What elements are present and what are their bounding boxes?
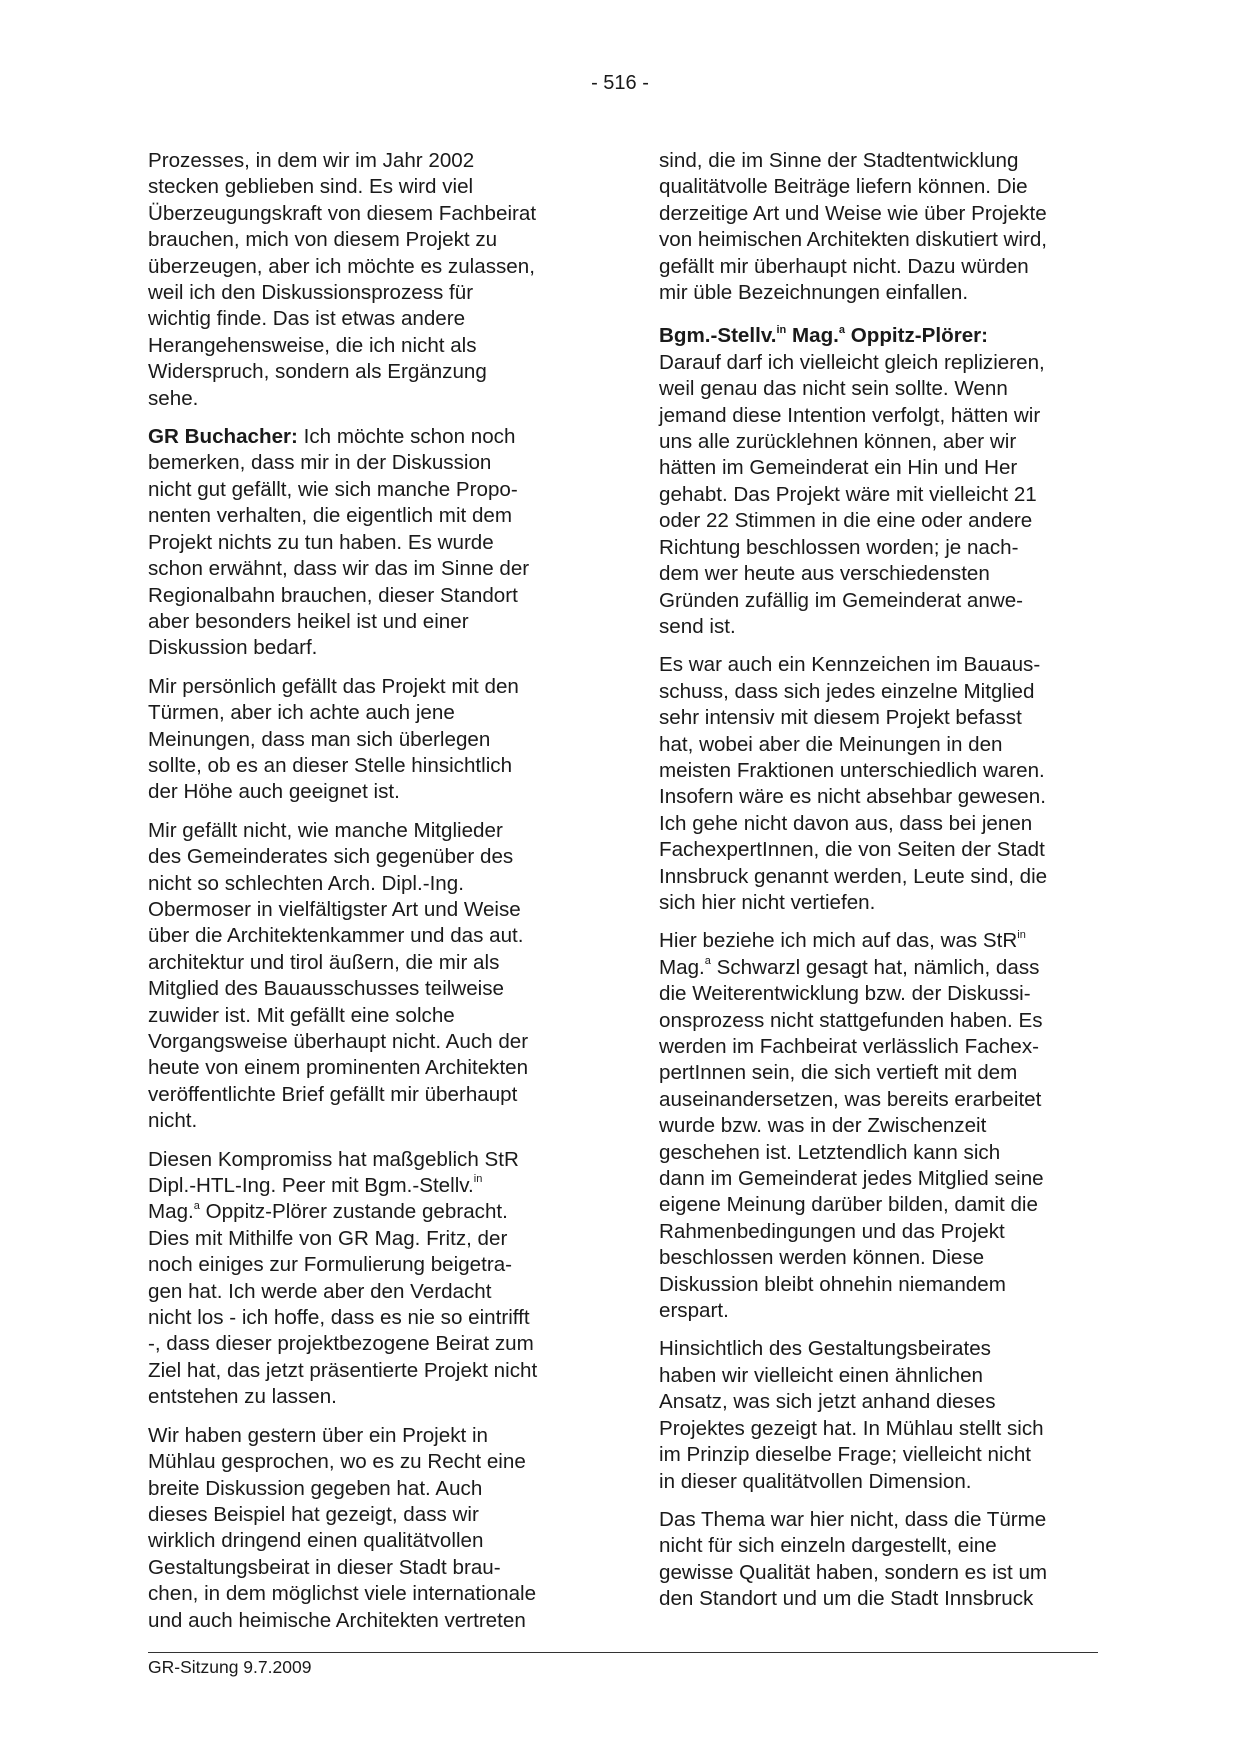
text-line: Regionalbahn brauchen, dieser Standort: [148, 583, 518, 607]
text-line: chen, in dem möglichst viele internationale: [148, 1582, 537, 1606]
text-line: weil genau das nicht sein sollte. Wenn: [659, 377, 1008, 401]
text-fragment: Mag.: [659, 955, 705, 979]
text-line: wurde bzw. was in der Zwischenzeit: [659, 1114, 987, 1138]
text-line: geschehen ist. Letztendlich kann sich: [659, 1140, 1001, 1164]
superscript: in: [473, 1173, 483, 1186]
text-line: Prozesses, in dem wir im Jahr 2002: [148, 149, 475, 172]
text-line: Gestaltungsbeirat in dieser Stadt brau-: [148, 1555, 501, 1579]
text-line: [148, 424, 588, 450]
text-line: Diskussion bedarf.: [148, 636, 318, 660]
text-line: von heimischen Architekten diskutiert wird,: [659, 228, 1048, 252]
text-line: werden im Fachbeirat verlässlich Fachex-: [659, 1035, 1039, 1058]
text-line: Überzeugungskraft von diesem Fachbeirat: [148, 201, 537, 225]
text-line: Vorgangsweise überhaupt nicht. Auch der: [148, 1030, 529, 1053]
paragraph: [659, 148, 1099, 306]
paragraph-lines: [659, 981, 1099, 1324]
text-line: [148, 1173, 588, 1199]
text-line: sind, die im Sinne der Stadtentwicklung: [659, 149, 1019, 172]
text-line: Dies mit Mithilfe von GR Mag. Fritz, der: [148, 1226, 508, 1250]
text-line: sehr intensiv mit diesem Projekt befasst: [659, 706, 1022, 730]
footer-text: GR-Sitzung 9.7.2009: [148, 1657, 312, 1677]
text-line: im Prinzip dieselbe Frage; vielleicht nicht: [659, 1443, 1031, 1467]
text-line: Insofern wäre es nicht absehbar gewesen.: [659, 785, 1046, 809]
text-line: des Gemeinderates sich gegenüber des: [148, 845, 514, 869]
text-line: [659, 955, 1099, 981]
text-line: hätten im Gemeinderat ein Hin und Her: [659, 456, 1018, 480]
text-line: in dieser qualitätvollen Dimension.: [659, 1469, 972, 1493]
text-line: überzeugen, aber ich möchte es zulassen,: [148, 254, 535, 278]
text-line: entstehen zu lassen.: [148, 1385, 337, 1409]
text-line: Gründen zufällig im Gemeinderat anwe-: [659, 588, 1024, 612]
text-line: Darauf darf ich vielleicht gleich replizieren,: [659, 350, 1045, 374]
text-line: sehe.: [148, 386, 199, 410]
text-line: nicht so schlechten Arch. Dipl.-Ing.: [148, 871, 464, 895]
paragraph-lines: [148, 450, 588, 661]
superscript: a: [838, 323, 846, 336]
text-line: wichtig finde. Das ist etwas andere: [148, 307, 466, 331]
text-line: gehabt. Das Projekt wäre mit vielleicht 21: [659, 482, 1037, 506]
text-line: wirklich dringend einen qualitätvollen: [148, 1529, 484, 1553]
paragraph: [659, 1336, 1099, 1494]
text-line: die Weiterentwicklung bzw. der Diskussi-: [659, 982, 1031, 1006]
text-line: noch einiges zur Formulierung beigetra-: [148, 1253, 513, 1277]
speaker-name: [659, 323, 1099, 349]
text-line: dieses Beispiel hat gezeigt, dass wir: [148, 1502, 479, 1526]
text-line: nenten verhalten, die eigentlich mit dem: [148, 504, 513, 528]
text-line: aber besonders heikel ist und einer: [148, 609, 469, 633]
paragraph: [659, 323, 1099, 640]
text-line: Es war auch ein Kennzeichen im Bauaus-: [659, 653, 1041, 677]
text-fragment: Mag.: [786, 324, 839, 348]
text-line: sich hier nicht vertiefen.: [659, 890, 876, 914]
text-line: -, dass dieser projektbezogene Beirat zum: [148, 1332, 534, 1356]
text-line: stecken geblieben sind. Es wird viel: [148, 175, 474, 199]
text-line: gen hat. Ich werde aber den Verdacht: [148, 1279, 492, 1303]
text-line: oder 22 Stimmen in die eine oder andere: [659, 509, 1033, 533]
text-line: meisten Fraktionen unterschiedlich waren.: [659, 758, 1045, 782]
right-column: [659, 148, 1099, 1625]
speaker-name: GR Buchacher:: [148, 425, 298, 449]
footer-rule: [148, 1652, 1098, 1653]
text-line: bemerken, dass mir in der Diskussion: [148, 451, 492, 475]
text-line: gefällt mir überhaupt nicht. Dazu würden: [659, 254, 1029, 278]
page-number: - 516 -: [591, 72, 649, 94]
text-line: derzeitige Art und Weise wie über Projekte: [659, 201, 1047, 225]
text-line: schuss, dass sich jedes einzelne Mitglied: [659, 679, 1035, 703]
text-line: Türmen, aber ich achte auch jene: [148, 701, 455, 725]
text-line: pertInnen sein, die sich vertieft mit dem: [659, 1061, 1018, 1085]
text-line: beschlossen werden können. Diese: [659, 1246, 985, 1270]
text-line: dann im Gemeinderat jedes Mitglied seine: [659, 1167, 1044, 1191]
left-column: [148, 148, 588, 1646]
text-line: weil ich den Diskussionsprozess für: [148, 281, 474, 305]
text-line: Hinsichtlich des Gestaltungsbeirates: [659, 1337, 991, 1361]
text-line: sollte, ob es an dieser Stelle hinsichtlich: [148, 753, 513, 777]
text-line: Ich gehe nicht davon aus, dass bei jenen: [659, 811, 1033, 835]
text-line: veröffentlichte Brief gefällt mir überhaupt: [148, 1082, 518, 1106]
text-line: nicht gut gefällt, wie sich manche Propo-: [148, 477, 518, 501]
text-fragment: Oppitz-Plörer:: [845, 324, 989, 348]
text-line: den Standort und um die Stadt Innsbruck: [659, 1587, 1034, 1611]
text-line: Mühlau gesprochen, wo es zu Recht eine: [148, 1450, 526, 1474]
text-line: Diskussion bleibt ohnehin niemandem: [659, 1272, 1006, 1296]
text-line: FachexpertInnen, die von Seiten der Stadt: [659, 838, 1045, 862]
text-line: nicht.: [148, 1109, 198, 1133]
text-line: der Höhe auch geeignet ist.: [148, 780, 400, 804]
text-line: qualitätvolle Beiträge liefern können. Die: [659, 175, 1028, 199]
text-line: schon erwähnt, dass wir das im Sinne der: [148, 557, 530, 581]
text-line: Das Thema war hier nicht, dass die Türme: [659, 1507, 1047, 1531]
text-fragment: Mag.: [148, 1200, 194, 1224]
text-line: Projektes gezeigt hat. In Mühlau stellt sich: [659, 1416, 1044, 1440]
superscript: in: [1017, 928, 1026, 941]
text-line: haben wir vielleicht einen ähnlichen: [659, 1363, 983, 1387]
paragraph: [148, 148, 588, 412]
text-line: Herangehensweise, die ich nicht als: [148, 333, 477, 357]
text-line: zuwider ist. Mit gefällt eine solche: [148, 1003, 455, 1027]
paragraph: [659, 928, 1099, 1324]
text-line: Widerspruch, sondern als Ergänzung: [148, 360, 487, 384]
paragraph-lines: [659, 350, 1099, 640]
text-line: Obermoser in vielfältigster Art und Weise: [148, 897, 521, 921]
text-line: heute von einem prominenten Architekten: [148, 1056, 529, 1080]
paragraph: [148, 1147, 588, 1411]
text-line: gewisse Qualität haben, sondern es ist um: [659, 1560, 1048, 1584]
text-line: Mir gefällt nicht, wie manche Mitglieder: [148, 818, 503, 842]
text-line: jemand diese Intention verfolgt, hätten wir: [659, 403, 1041, 427]
text-fragment: Dipl.-HTL-Ing. Peer mit Bgm.-Stellv.: [148, 1174, 474, 1198]
text-fragment: Hier beziehe ich mich auf das, was StR: [659, 929, 1018, 953]
text-line: nicht los - ich hoffe, dass es nie so eintrifft: [148, 1306, 530, 1330]
text-line: brauchen, mich von diesem Projekt zu: [148, 228, 498, 252]
paragraph: [148, 674, 588, 806]
text-line: Projekt nichts zu tun haben. Es wurde: [148, 530, 494, 554]
text-fragment: Bgm.-Stellv.: [659, 324, 777, 348]
text-line: Mir persönlich gefällt das Projekt mit den: [148, 674, 519, 698]
paragraph: [148, 1423, 588, 1634]
text-line: Rahmenbedingungen und das Projekt: [659, 1219, 1005, 1243]
superscript: a: [704, 954, 711, 967]
text-line: dem wer heute aus verschiedensten: [659, 562, 990, 586]
paragraph-lines: [148, 1226, 588, 1411]
superscript: in: [776, 323, 787, 336]
text-line: onsprozess nicht stattgefunden haben. Es: [659, 1008, 1043, 1032]
text-line: eigene Meinung darüber bilden, damit die: [659, 1193, 1038, 1217]
paragraph: [148, 818, 588, 1135]
paragraph: [659, 652, 1099, 916]
text-line: Richtung beschlossen worden; je nach-: [659, 535, 1019, 559]
text-fragment: Ich möchte schon noch: [297, 425, 516, 449]
text-line: über die Architektenkammer und das aut.: [148, 924, 524, 948]
text-line: Wir haben gestern über ein Projekt in: [148, 1423, 488, 1447]
text-line: [659, 928, 1099, 954]
text-fragment: Oppitz-Plörer zustande gebracht.: [199, 1200, 508, 1224]
text-line: breite Diskussion gegeben hat. Auch: [148, 1476, 483, 1500]
superscript: a: [193, 1199, 200, 1212]
text-line: Meinungen, dass man sich überlegen: [148, 727, 491, 751]
text-line: erspart.: [659, 1299, 729, 1323]
text-line: und auch heimische Architekten vertreten: [148, 1608, 526, 1632]
text-line: mir üble Bezeichnungen einfallen.: [659, 281, 969, 305]
paragraph: [659, 1507, 1099, 1613]
text-line: send ist.: [659, 614, 736, 638]
paragraph: [148, 424, 588, 662]
text-line: auseinandersetzen, was bereits erarbeitet: [659, 1087, 1042, 1111]
text-line: Diesen Kompromiss hat maßgeblich StR: [148, 1147, 519, 1171]
text-line: Mitglied des Bauausschusses teilweise: [148, 977, 504, 1001]
text-line: hat, wobei aber die Meinungen in den: [659, 732, 1003, 756]
text-line: nicht für sich einzeln dargestellt, eine: [659, 1534, 997, 1558]
text-line: architektur und tirol äußern, die mir als: [148, 950, 500, 974]
text-fragment: Schwarzl gesagt hat, nämlich, dass: [710, 955, 1040, 979]
text-line: Ziel hat, das jetzt präsentierte Projekt nicht: [148, 1358, 538, 1382]
text-line: Ansatz, was sich jetzt anhand dieses: [659, 1390, 996, 1414]
text-line: Innsbruck genannt werden, Leute sind, die: [659, 864, 1048, 888]
text-line: [148, 1199, 588, 1225]
text-line: uns alle zurücklehnen können, aber wir: [659, 430, 1017, 454]
